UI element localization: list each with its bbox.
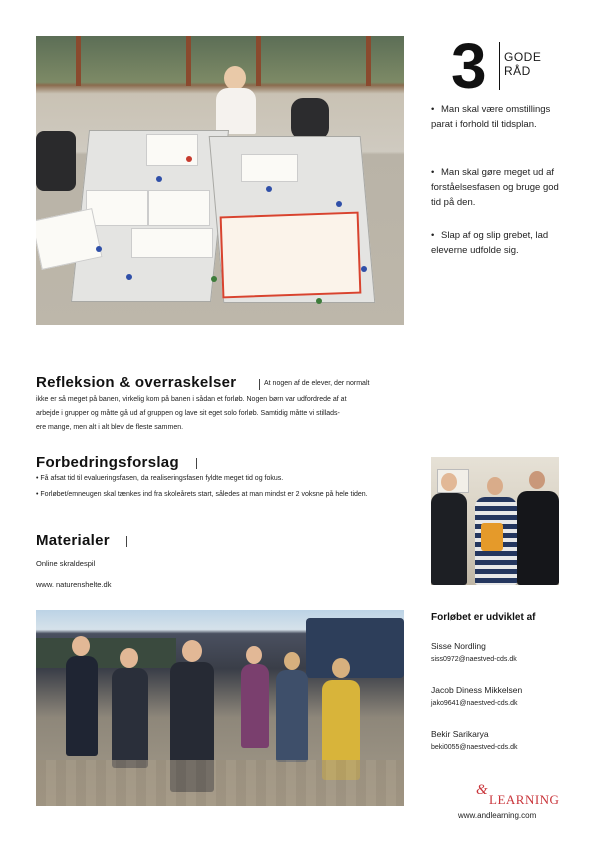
tips-number: 3 [451, 30, 487, 102]
credit-name: Bekir Sarikarya [431, 729, 489, 739]
improvement-text: Få afsat tid til evalueringsfasen, da realiseringsfasen fyldte meget tid og fokus. [40, 475, 284, 482]
andlearning-logo-text: LEARNING [489, 792, 560, 807]
reflection-title: Refleksion & overraskelser [36, 374, 237, 391]
improvement-text: Forløbet/emneugen skal tænkes ind fra skoleårets start, således at man mindst er 2 voksne på hele tiden. [40, 491, 368, 498]
tip-item: • Man skal gøre meget ud af forståelsesfasen og bruge god tid på den. [431, 167, 559, 208]
tip-text: Man skal være omstillings parat i forhold til tidsplan. [431, 104, 551, 130]
credit-name: Jacob Diness Mikkelsen [431, 685, 523, 695]
credit-email[interactable]: jako9641@naestved-cds.dk [431, 700, 518, 707]
improvement-item: • Forløbet/emneugen skal tænkes ind fra skoleårets start, således at man mindst er 2 voksne på hele tiden. [36, 491, 368, 498]
reflection-text-line1: At nogen af de elever, der normalt [264, 380, 370, 387]
material-link[interactable]: www. naturenshelte.dk [36, 580, 112, 589]
credit-email[interactable]: siss0972@naestved-cds.dk [431, 656, 517, 663]
tip-text: Slap af og slip grebet, lad eleverne udfolde sig. [431, 230, 549, 256]
tips-heading-line2: RÅD [504, 64, 531, 78]
tip-item: • Slap af og slip grebet, lad eleverne udfolde sig. [431, 230, 549, 256]
reflection-text-line2: ikke er så meget på banen, virkelig kom på banen i sådan et forløb. Nogen børn var udfordrede af at [36, 396, 347, 403]
reflection-text-line3: arbejde i grupper og måtte gå ud af gruppen og lave sit eget solo forløb. Samtidig måtte vi stillads- [36, 410, 340, 417]
classroom-photo [36, 36, 404, 325]
credit-email[interactable]: beki0055@naestved-cds.dk [431, 744, 518, 751]
improvements-title: Forbedringsforslag [36, 454, 179, 471]
credits-title: Forløbet er udviklet af [431, 612, 536, 623]
material-item: Online skraldespil [36, 559, 96, 568]
footer-url[interactable]: www.andlearning.com [458, 811, 537, 820]
credit-name: Sisse Nordling [431, 641, 486, 651]
reflection-text-line4: ere mange, men alt i alt blev de fleste sammen. [36, 424, 184, 431]
tips-heading [504, 50, 541, 78]
team-photo [431, 457, 559, 585]
tips-heading-line1: GODE [504, 50, 542, 64]
title-divider [196, 458, 197, 469]
improvement-item: • Få afsat tid til evalueringsfasen, da realiseringsfasen fyldte meget tid og fokus. [36, 475, 284, 482]
title-divider [259, 379, 260, 390]
title-divider [126, 536, 127, 547]
andlearning-logo-amp: & [476, 782, 488, 798]
tip-text: Man skal gøre meget ud af forståelsesfasen og bruge god tid på den. [431, 167, 559, 208]
tip-item: • Man skal være omstillings parat i forhold til tidsplan. [431, 104, 551, 130]
tips-divider [499, 42, 500, 90]
materials-title: Materialer [36, 532, 110, 549]
kids-photo [36, 610, 404, 806]
